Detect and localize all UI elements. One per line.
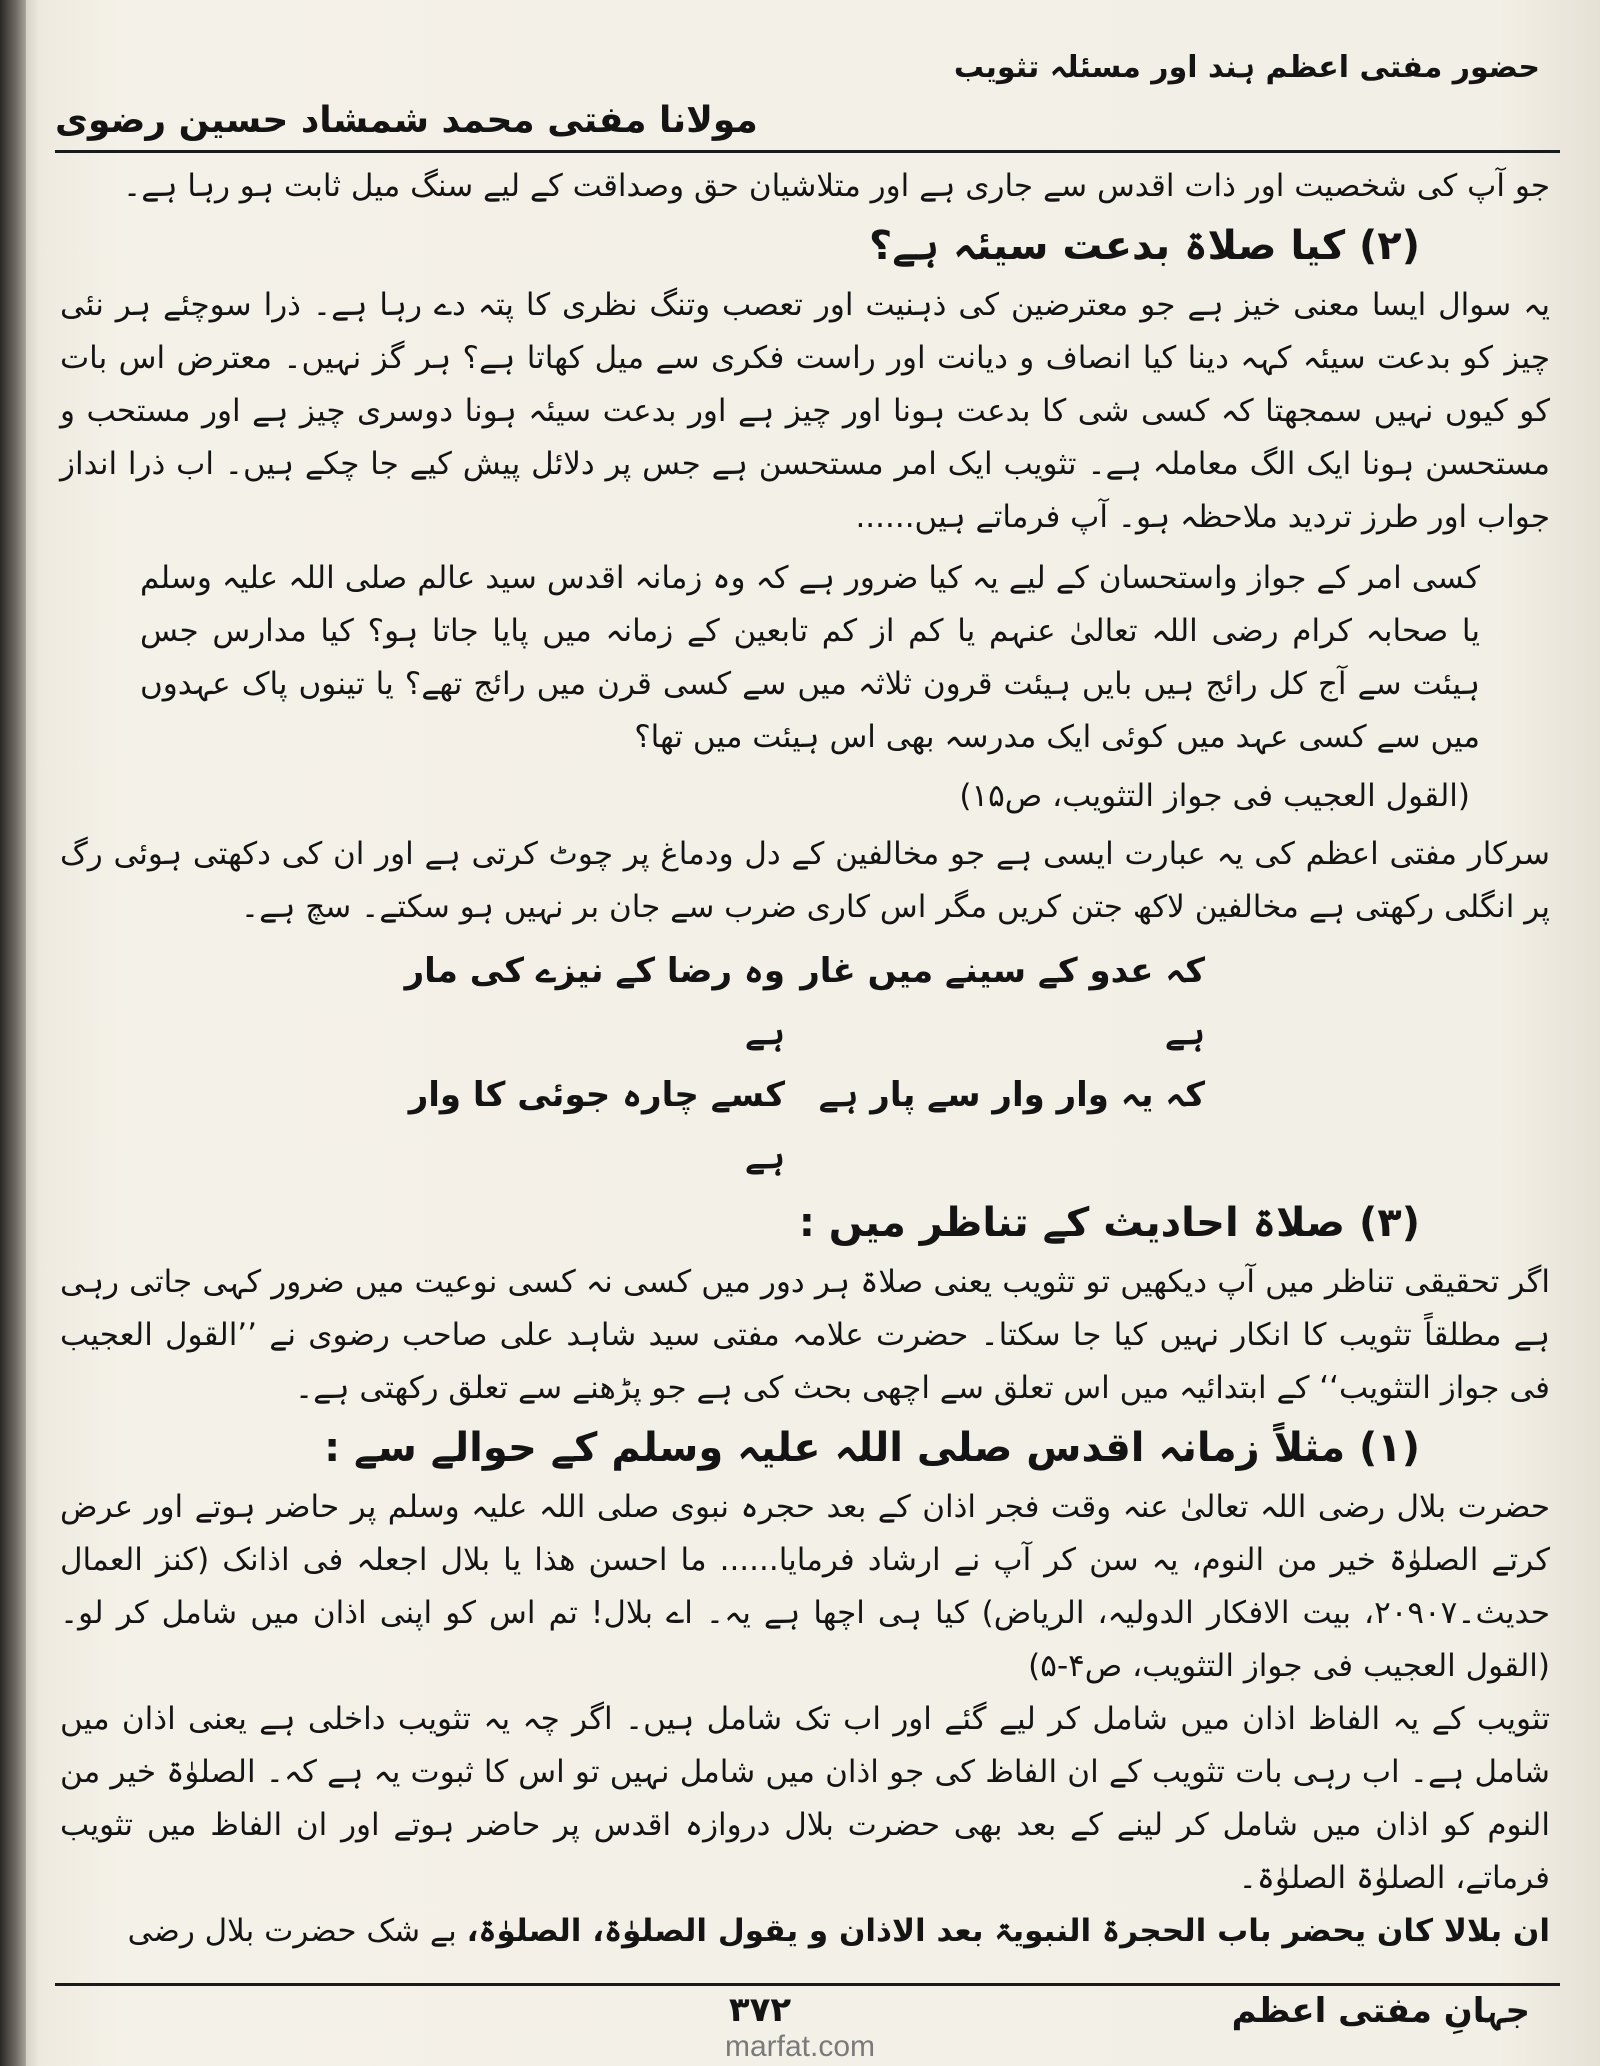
subsection-heading-1: (۱) مثلاً زمانہ اقدس صلی اللہ علیہ وسلم کے حوالے سے : [324,1425,1420,1471]
page-header [55,40,1560,150]
page-body [60,160,1550,1958]
running-title: حضور مفتی اعظم ہند اور مسئلہ تثویب [953,50,1540,85]
section-heading-3: (۳) صلاۃ احادیث کے تناظر میں : [798,1200,1420,1246]
section-heading-2: (۲) کیا صلاۃ بدعت سیئہ ہے؟ [869,223,1420,269]
paragraph-hadith-context: اگر تحقیقی تناظر میں آپ دیکھیں تو تثویب یعنی صلاۃ ہر دور میں کسی نہ کسی نوعیت میں ضرور کہی جاتی رہی ہے مطلقاً تثویب کا انکار نہیں کیا جا سکتا۔ حضرت علامہ مفتی سید شاہد علی صاحب رضوی نے ’’القول العجیب فی جواز التثویب‘‘ کے ابتدائیہ میں اس تعلق سے اچھی بحث کی ہے جو پڑھنے سے تعلق رکھتی ہے۔ [60,1264,1550,1406]
paragraph-tathweeb-words: تثویب کے یہ الفاظ اذان میں شامل کر لیے گئے اور اب تک شامل ہیں۔ اگر چہ یہ تثویب داخلی ہے یعنی اذان میں شامل ہے۔ اب رہی بات تثویب کے ان الفاظ کی جو اذان میں شامل نہیں تو اس کا ثبوت یہ ہے کہ۔ الصلوٰۃ خیر من النوم کو اذان میں شامل کر لینے کے بعد بھی حضرت بلال دروازہ اقدس پر حاضر ہوتے اور ان الفاظ میں تثویب فرماتے، الصلوٰۃ الصلوٰۃ۔ [60,1701,1550,1896]
hemistich-2b: کہ یہ وار وار سے پار ہے [818,1075,1205,1115]
paragraph-intro: جو آپ کی شخصیت اور ذات اقدس سے جاری ہے اور متلاشیان حق وصداقت کے لیے سنگ میل ثابت ہو رہا ہے۔ [123,168,1550,204]
arabic-text: ان بلالا کان یحضر باب الحجرۃ النبویۃ بعد الاذان و یقول الصلوٰۃ، الصلوٰۃ، [466,1913,1550,1949]
couplet-line-1 [60,940,1550,1064]
hemistich-1a: وہ رضا کے نیزے کی مار ہے [404,951,785,1053]
couplet-line-2 [60,1064,1550,1188]
block-quote: کسی امر کے جواز واستحسان کے لیے یہ کیا ضرور ہے کہ وہ زمانہ اقدس سید عالم صلی اللہ علیہ وسلم یا صحابہ کرام رضی اللہ تعالیٰ عنہم یا کم از کم تابعین کے زمانہ میں پایا جاتا ہو؟ کیا مدارس جس ہیئت سے آج کل رائج ہیں بایں ہیئت قرون ثلاثہ میں سے کسی قرن میں رائج تھے؟ یا تینوں پاک عہدوں میں سے کسی عہد میں کوئی ایک مدرسہ بھی اس ہیئت میں تھا؟ [140,560,1480,755]
magazine-name: جہانِ مفتی اعظم [1231,1991,1530,2031]
author-name: مولانا مفتی محمد شمشاد حسین رضوی [55,100,758,141]
hemistich-1b: کہ عدو کے سینے میں غار ہے [800,951,1205,1053]
paragraph-bidat: یہ سوال ایسا معنی خیز ہے جو معترضین کی ذہنیت اور تعصب وتنگ نظری کا پتہ دے رہا ہے۔ ذرا سوچئے ہر نئی چیز کو بدعت سیئہ کہہ دینا کیا انصاف و دیانت اور راست فکری سے میل کھاتا ہے؟ ہر گز نہیں۔ معترض اس بات کو کیوں نہیں سمجھتا کہ کسی شی کا بدعت ہونا اور چیز ہے اور بدعت سیئہ ہونا دوسری چیز ہے اور مستحب و مستحسن ہونا ایک الگ معاملہ ہے۔ تثویب ایک امر مستحسن ہے جس پر دلائل پیش کیے جا چکے ہیں۔ اب ذرا انداز جواب اور طرز تردید ملاحظہ ہو۔ آپ فرماتے ہیں...... [60,287,1550,535]
page-number: ۳۷۲ [728,1990,792,2030]
header-divider [55,150,1560,153]
arabic-continuation: بے شک حضرت بلال رضی [127,1913,457,1949]
hemistich-2a: کسے چارہ جوئی کا وار ہے [408,1075,785,1177]
quote-reference: (القول العجیب فی جواز التثویب، ص۱۵) [959,778,1470,814]
watermark: marfat.com [724,2030,876,2063]
footer-divider [55,1983,1560,1986]
book-binding-shadow [0,0,26,2066]
paragraph-arabic-quote [60,1905,1550,1958]
paragraph-commentary: سرکار مفتی اعظم کی یہ عبارت ایسی ہے جو مخالفین کے دل ودماغ پر چوٹ کرتی ہے اور ان کی دکھتی ہوئی رگ پر انگلی رکھتی ہے مخالفین لاکھ جتن کریں مگر اس کاری ضرب سے جان بر نہیں ہو سکتے۔ سچ ہے۔ [60,836,1550,925]
paragraph-bilal-narration: حضرت بلال رضی اللہ تعالیٰ عنہ وقت فجر اذان کے بعد حجرہ نبوی صلی اللہ علیہ وسلم پر حاضر ہوتے اور عرض کرتے الصلوٰۃ خیر من النوم، یہ سن کر آپ نے ارشاد فرمایا...... ما احسن ھذا یا بلال اجعلہ فی اذانک (کنز العمال حدیث۔۲۰۹۰۷، بیت الافکار الدولیہ، الریاض) کیا ہی اچھا ہے یہ۔ اے بلال! تم اس کو اپنی اذان میں شامل کر لو۔ (القول العجیب فی جواز التثویب، ص۴-۵) [60,1489,1550,1684]
poetry-couplet [60,940,1550,1188]
